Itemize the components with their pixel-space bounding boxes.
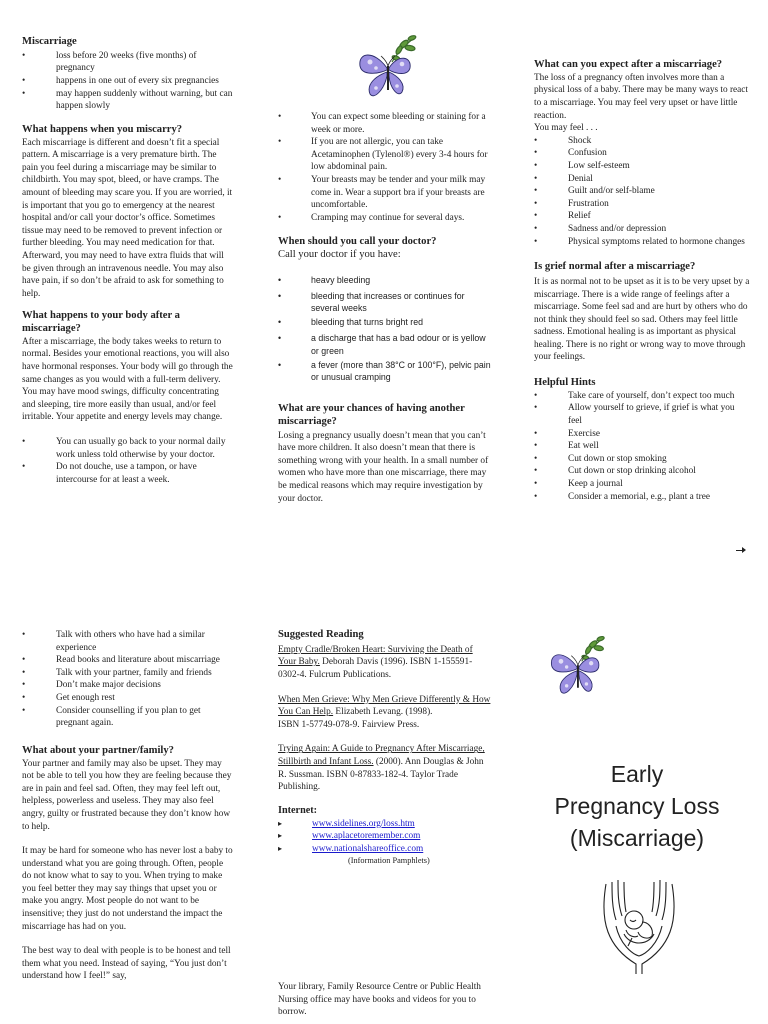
list-item: • happens in one out of every six pregnancies [22,75,234,88]
what-happens-heading: What happens when you miscarry? [22,123,183,135]
list-item: • Take care of yourself, don’t expect too much [534,390,750,403]
butterfly-illustration [352,32,422,104]
list-item: • Cramping may continue for several days. [278,212,492,225]
list-item: • a discharge that has a bad odour or is yellow or green [278,332,492,358]
internet-heading: Internet: [278,804,318,816]
link-sidelines[interactable]: www.sidelines.org/loss.htm [312,818,415,829]
book-2-details: Elizabeth Levang. (1998). [333,707,433,718]
internet-links [278,818,492,856]
book-3 [278,743,492,793]
continue-arrow-icon [736,541,746,549]
what-happens-text: Each miscarriage is different and doesn’t fit a special pattern. A miscarriage is a very premature birth. The pain you feel during a miscarriage may be similar to childbirth. You may spot, bleed, or have cramps. The amount of bleeding may scare you. If you are worried, it is important that you go to emergency at the nearest hospital and/or call your doctor’s office. Sometimes tissue may need to be removed to prevent infection or further bleeding. You may need medication for that. Afterward, you may need to have extra fluids that will be given through an intravenous needle. You may also have pain, if so don’t be afraid to ask for something to help. [22,137,233,299]
book-1-title: Empty Cradle/Broken Heart: Surviving the Death of Your Baby. [278,644,473,668]
middle-top-column [278,111,492,505]
cover-title [527,758,747,854]
link-aplacetoremember[interactable]: www.aplacetoremember.com [312,831,421,842]
list-item: • Confusion [534,147,750,160]
partner-text-3: The best way to deal with people is to be honest and tell them what you need. Instead of saying, “You just don’t understand how I feel!” say, [22,946,231,982]
library-note [278,981,492,1019]
list-item: • Guilt and/or self-blame [534,185,750,198]
list-item: • loss before 20 weeks (five months) of pregnancy [22,50,234,75]
list-item: • may happen suddenly without warning, but can happen slowly [22,88,234,113]
cover-title-line-3: (Miscarriage) [569,825,705,851]
list-item: • Allow yourself to grieve, if grief is what you feel [534,402,750,427]
cover-title-line-2: Pregnancy Loss [554,793,720,819]
list-item: • Talk with others who have had a similar experience [22,629,234,654]
call-doctor-list [278,274,492,384]
list-item: • Consider a memorial, e.g., plant a tree [534,491,750,504]
list-item: • Shock [534,135,750,148]
list-item [278,843,492,856]
book-2-title: When Men Grieve: Why Men Grieve Differently & How You Can Help. [278,694,491,718]
reading-heading: Suggested Reading [278,629,364,640]
left-top-column [22,36,234,486]
chances-heading: What are your chances of having another miscarriage? [278,403,465,427]
right-top-column [534,59,750,503]
middle-bottom-column [278,629,492,866]
list-item: • Don’t make major decisions [22,679,234,692]
partner-text-1: Your partner and family may also be upset. They may not be able to tell you how they are feeling because they are in pain and feel sad. Often, they may feel left out, helpless, powerless and useless. They may also feel angry, guilty or frustrated because they don’t know how to help. [22,758,232,832]
list-item [278,830,492,843]
list-item: • Low self-esteem [534,160,750,173]
left-bottom-column [22,629,234,983]
coping-list [22,629,234,730]
body-after-heading: What happens to your body after a miscarriage? [22,310,180,335]
book-3-details: (2000). Ann Douglas & John R. Sussman. ISBN 0-87833-182-4. Taylor Trade Publishing. [278,756,484,793]
expect-heading: What can you expect after a miscarriage? [534,59,723,70]
list-item: • Frustration [534,198,750,211]
butterfly-illustration [544,632,610,702]
list-item: • Do not douche, use a tampon, or have intercourse for at least a week. [22,461,234,486]
book-3-title: Trying Again: A Guide to Pregnancy After Miscarriage, Stillbirth and Infant Loss. [278,744,485,767]
book-1 [278,644,492,682]
call-doctor-heading: When should you call your doctor? [278,236,437,248]
grief-text: It is as normal not to be upset as it is to be very upset by a miscarriage. There is a wide range of feelings after a miscarriage. Some feel sad and are hurt by others who do not think they should feel so sad. Others may feel little sadness. Emotional healing is as important as physical healing. There is no right or wrong way to move through your feelings. [534,276,750,363]
list-item: • Exercise [534,428,750,441]
list-item: • Eat well [534,440,750,453]
link-nationalshareoffice[interactable]: www.nationalshareoffice.com [312,843,424,854]
miscarriage-heading: Miscarriage [22,36,77,47]
list-item: • Cut down or stop smoking [534,453,750,466]
after-care-list [278,111,492,224]
hints-heading: Helpful Hints [534,377,596,389]
list-item: • Cut down or stop drinking alcohol [534,465,750,478]
list-item: • Relief [534,210,750,223]
list-item: • Read books and literature about miscarriage [22,654,234,667]
grief-heading: Is grief normal after a miscarriage? [534,261,696,273]
list-item: • Keep a journal [534,478,750,491]
expect-text: The loss of a pregnancy often involves more than a physical loss of a baby. There may be many ways to react to a miscarriage. You may feel very upset or have little reaction. [534,72,749,121]
book-2 [278,694,492,719]
list-item: • You can usually go back to your normal daily work unless told otherwise by your doctor. [22,436,234,461]
list-item [278,818,492,831]
list-item: • You can expect some bleeding or staining for a week or more. [278,111,492,136]
hands-holding-baby-illustration [596,876,682,978]
book-2-isbn: ISBN 1-57749-078-9. Fairview Press. [278,719,420,730]
cover-title-line-1: Early [610,761,664,787]
list-item: • a fever (more than 38°C or 100°F), pelvic pain or unusual cramping [278,359,492,385]
list-item: • Sadness and/or depression [534,223,750,236]
list-item: • Get enough rest [22,692,234,705]
feel-intro: You may feel . . . [534,123,598,134]
partner-heading: What about your partner/family? [22,744,174,756]
list-item: • bleeding that increases or continues for several weeks [278,290,492,316]
library-text: Your library, Family Resource Centre or Public Health Nursing office may have books and videos for you to borrow. [278,982,481,1018]
chances-text: Losing a pregnancy usually doesn’t mean that you can’t have more children. It also doesn’t mean that there is something wrong with your health. In a small number of women who have more than one miscarriage, there may be medical reasons which may require investigation by your doctor. [278,430,489,504]
list-item: • Your breasts may be tender and your milk may come in. Wear a support bra if your breasts are uncomfortable. [278,174,492,212]
list-item: • bleeding that turns bright red [278,316,492,329]
feelings-list [534,135,750,248]
list-item: • If you are not allergic, you can take Acetaminophen (Tylenol®) every 3-4 hours for low abdominal pain. [278,136,492,174]
links-note: (Information Pamphlets) [348,856,430,866]
miscarriage-list [22,50,234,113]
body-after-list [22,436,234,486]
list-item: • Consider counselling if you plan to get pregnant again. [22,705,234,730]
list-item: • Physical symptoms related to hormone changes [534,236,750,249]
list-item: • Talk with your partner, family and friends [22,667,234,680]
book-1-details: Deborah Davis (1996). ISBN 1-155591-0302-4. Fulcrum Publications. [278,657,473,680]
hints-list [534,390,750,503]
list-item: • heavy bleeding [278,274,492,287]
list-item: • Denial [534,173,750,186]
call-doctor-intro: Call your doctor if you have: [278,249,401,261]
partner-text-2: It may be hard for someone who has never lost a baby to understand what you are going through. Often, people do not know what to say to you. When trying to make you feel better they may say things that upset you or make you angry. Most people do not want to be insensitive; they just do not understand the impact the miscarriage has had on you. [22,846,233,932]
body-after-text: After a miscarriage, the body takes weeks to return to normal. Besides your emotional reactions, you will also have hormonal responses. Your body will go through the same changes as you would with a full-term delivery. You may have mood swings, difficulty concentrating and sleeping, tire more easily than usual, and/or feel irritable. Your appetite and energy levels may change. [22,336,233,423]
